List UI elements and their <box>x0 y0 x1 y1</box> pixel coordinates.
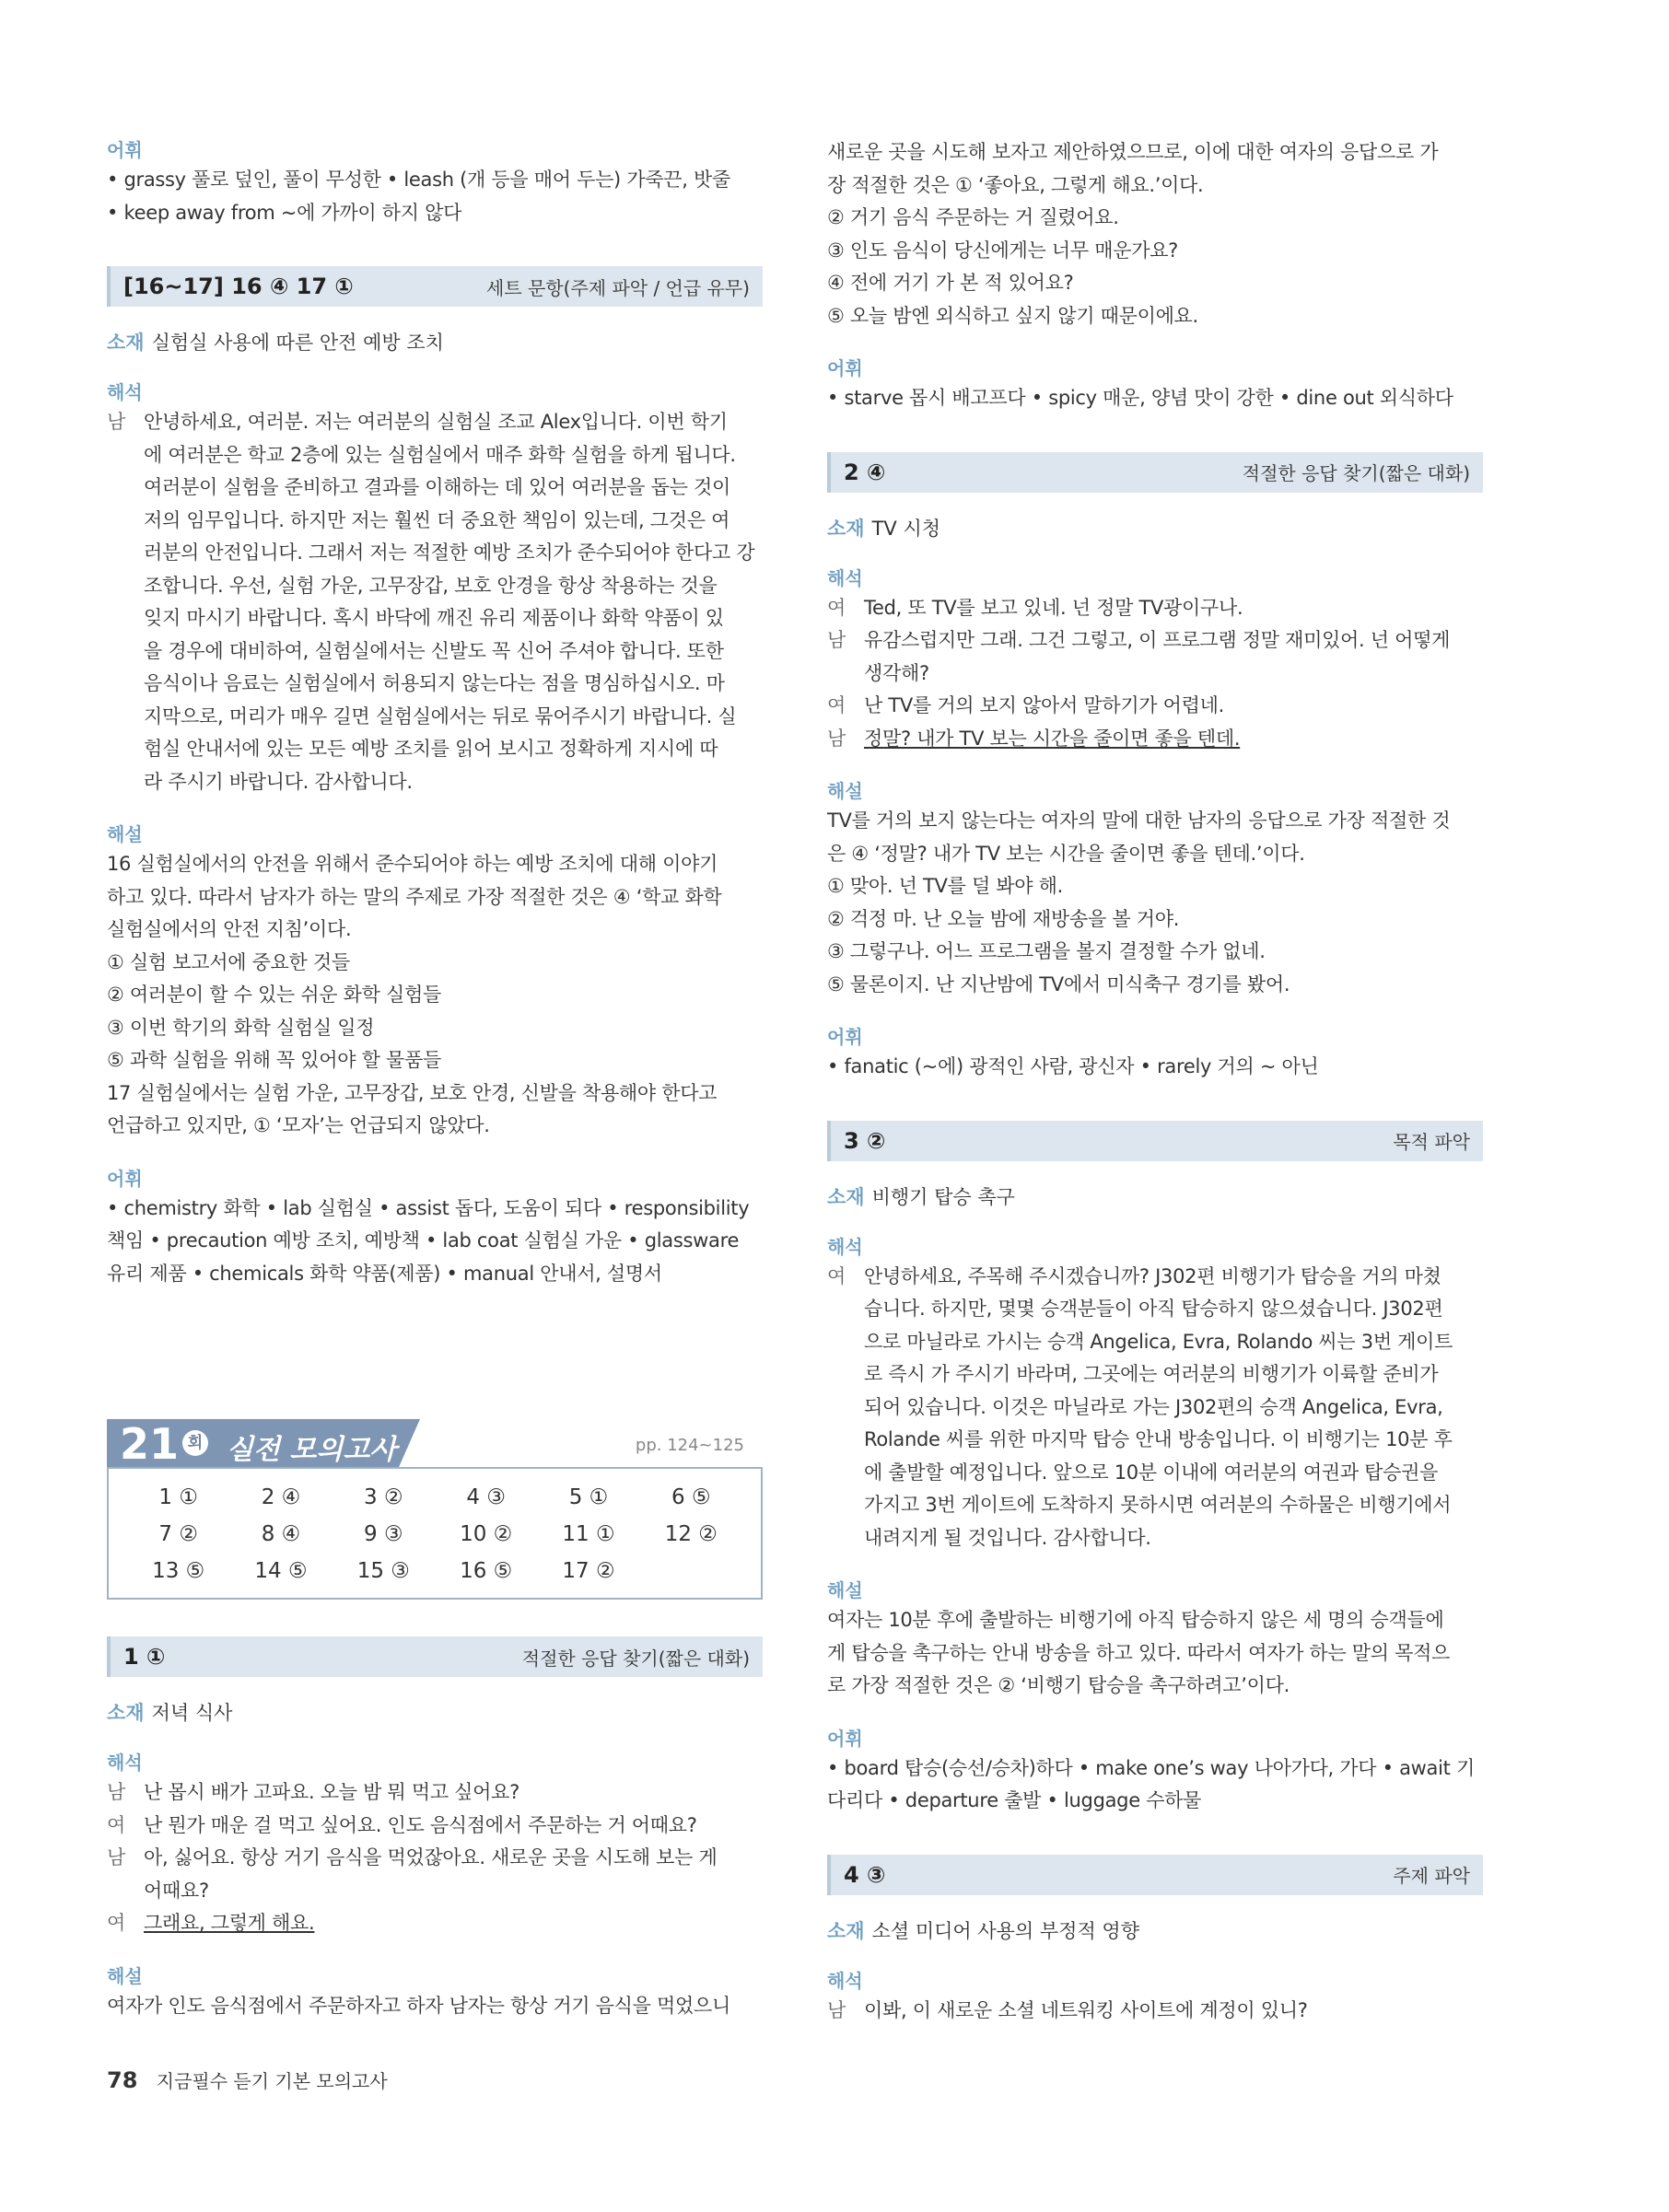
question-bar-1 <box>107 1636 763 1677</box>
explanation-line: ④ 전에 거기 가 본 적 있어요? <box>827 272 1074 294</box>
dialog-turn <box>827 592 1483 625</box>
explanation <box>827 1604 1483 1703</box>
speech-line: 로 즉시 가 주시기 바라며, 그곳에는 여러분의 비행기가 이륙할 준비가 <box>864 1363 1439 1385</box>
question-type: 주제 파악 <box>1393 1865 1470 1887</box>
speech-text <box>144 406 763 798</box>
speech-line: 가지고 3번 게이트에 도착하지 못하시면 여러분의 수하물은 비행기에서 <box>864 1494 1452 1516</box>
answer-item: 15 ③ <box>356 1559 410 1583</box>
dialog-turn <box>827 723 1483 756</box>
speaker-label: 남 <box>827 1998 846 2021</box>
explanation-heading: 해설 <box>827 780 863 802</box>
answer-item: 7 ② <box>158 1522 198 1546</box>
dialog <box>827 592 1483 756</box>
answer-grid-box <box>107 1469 763 1600</box>
topic-tag: 소재 <box>827 1185 865 1208</box>
vocab-list <box>107 1193 763 1291</box>
topic-text: 비행기 탑승 촉구 <box>871 1185 1015 1208</box>
explanation-line: 실험실에서의 안전 지침’이다. <box>107 918 352 940</box>
question-bar-2 <box>827 452 1483 493</box>
speaker-label: 남 <box>827 727 846 750</box>
vocab-heading: 어휘 <box>827 1727 863 1750</box>
explanation-line: ② 거기 음식 주문하는 거 질렸어요. <box>827 206 1119 228</box>
speech-line: 습니다. 하지만, 몇몇 승객분들이 아직 탑승하지 않으셨습니다. J302편 <box>864 1298 1443 1320</box>
speech-block <box>827 1261 1483 1555</box>
question-type: 목적 파악 <box>1393 1131 1470 1153</box>
explanation-line: 17 실험실에서는 실험 가운, 고무장갑, 보호 안경, 신발을 착용해야 한다고 <box>107 1081 718 1104</box>
explanation-line: TV를 거의 보지 않는다는 여자의 말에 대한 남자의 응답으로 가장 적절한 것 <box>827 809 1451 832</box>
dialog-text <box>864 690 1483 723</box>
topic-text: 소셜 미디어 사용의 부정적 영향 <box>871 1919 1139 1942</box>
dialog <box>827 1995 1483 2028</box>
speaker-label: 여 <box>107 1813 125 1836</box>
question-type: 적절한 응답 찾기(짧은 대화) <box>1242 462 1470 484</box>
vocab-heading: 어휘 <box>827 357 863 379</box>
topic-tag: 소재 <box>827 1919 865 1942</box>
dialog-line: 생각해? <box>864 661 929 684</box>
vocab-line: 유리 제품 • chemicals 화학 약품(제품) • manual 안내서, 설명서 <box>107 1262 662 1285</box>
speech-line: 러분의 안전입니다. 그래서 저는 적절한 예방 조치가 준수되어야 한다고 강 <box>144 541 755 564</box>
answer-item: 17 ② <box>562 1559 615 1583</box>
translation-heading: 해석 <box>827 566 863 589</box>
explanation-line: 게 탑승을 촉구하는 안내 방송을 하고 있다. 따라서 여자가 하는 말의 목적으 <box>827 1641 1451 1664</box>
translation-heading: 해석 <box>107 1752 143 1774</box>
dialog-text <box>864 723 1483 756</box>
dialog-turn <box>827 690 1483 723</box>
speech-line: 잊지 마시기 바랍니다. 혹시 바닥에 깨진 유리 제품이나 화학 약품이 있 <box>144 607 724 629</box>
round-badge: 회 <box>182 1430 208 1456</box>
question-bar-4 <box>827 1855 1483 1895</box>
speaker-label: 여 <box>827 1264 846 1287</box>
speech-line: 여러분이 실험을 준비하고 결과를 이해하는 데 있어 여러분을 돕는 것이 <box>144 476 730 498</box>
answer-item: 4 ③ <box>466 1485 506 1509</box>
vocab-line: • starve 몹시 배고프다 • spicy 매운, 양념 맛이 강한 • dine out 외식하다 <box>827 387 1453 409</box>
dialog <box>107 1776 763 1940</box>
vocab-heading: 어휘 <box>107 139 143 161</box>
speech-text <box>864 1261 1483 1555</box>
dialog-text <box>864 592 1483 625</box>
explanation-line: ② 걱정 마. 난 오늘 밤에 재방송을 볼 거야. <box>827 907 1180 930</box>
question-number: 4 ③ <box>844 1861 886 1888</box>
explanation-16 <box>107 848 763 1077</box>
dialog-line: 유감스럽지만 그래. 그건 그렇고, 이 프로그램 정말 재미있어. 넌 어떻게 <box>864 629 1451 651</box>
vocab-list <box>827 382 1483 415</box>
question-type: 세트 문항(주제 파악 / 언급 유무) <box>486 276 750 299</box>
answer-item: 6 ⑤ <box>671 1485 711 1509</box>
explanation-heading: 해설 <box>107 823 143 845</box>
explanation-line: 은 ④ ‘정말? 내가 TV 보는 시간을 줄이면 좋을 텐데.’이다. <box>827 842 1305 865</box>
answer-item: 9 ③ <box>364 1522 403 1546</box>
speaker-label: 여 <box>827 694 846 716</box>
explanation-line: ⑤ 물론이지. 난 지난밤에 TV에서 미식축구 경기를 봤어. <box>827 972 1290 995</box>
dialog-line: 정말? 내가 TV 보는 시간을 줄이면 좋을 텐데. <box>864 727 1241 750</box>
speech-line: 을 경우에 대비하여, 실험실에서는 신발도 꼭 신어 주셔야 합니다. 또한 <box>144 639 724 662</box>
round-number: 21 <box>120 1419 180 1469</box>
translation-heading: 해석 <box>827 1969 863 1992</box>
dialog-turn <box>107 1907 763 1940</box>
question-type: 적절한 응답 찾기(짧은 대화) <box>521 1647 750 1670</box>
answer-grid <box>109 1480 761 1583</box>
topic-tag: 소재 <box>107 1702 145 1724</box>
explanation-line: ③ 그렇구나. 어느 프로그램을 볼지 결정할 수가 없네. <box>827 940 1266 962</box>
vocab-line: • grassy 풀로 덮인, 풀이 무성한 • leash (개 등을 매어 두는) 가죽끈, 밧줄 <box>107 169 731 191</box>
explanation-line: 새로운 곳을 시도해 보자고 제안하였으므로, 이에 대한 여자의 응답으로 가 <box>827 141 1439 163</box>
explanation-line: ⑤ 오늘 밤엔 외식하고 싶지 않기 때문이에요. <box>827 304 1198 327</box>
explanation-line: 장 적절한 것은 ① ‘좋아요, 그렇게 해요.’이다. <box>827 173 1204 196</box>
explanation-line: ① 맞아. 넌 TV를 덜 봐야 해. <box>827 875 1064 897</box>
dialog-turn <box>107 1776 763 1810</box>
topic-tag: 소재 <box>827 517 865 540</box>
explanation-line: 16 실험실에서의 안전을 위해서 준수되어야 하는 예방 조치에 대해 이야기 <box>107 853 718 875</box>
explanation-line: ① 실험 보고서에 중요한 것들 <box>107 950 350 973</box>
dialog-line: 난 뭔가 매운 걸 먹고 싶어요. 인도 음식점에서 주문하는 거 어때요? <box>144 1813 697 1836</box>
page-footer <box>107 2066 388 2093</box>
explanation-line: ⑤ 과학 실험을 위해 꼭 있어야 할 물품들 <box>107 1049 441 1071</box>
dialog-turn <box>107 1810 763 1843</box>
speaker-label: 남 <box>107 1781 125 1803</box>
answer-key-banner <box>107 1419 763 1469</box>
speaker-label: 여 <box>827 596 846 619</box>
dialog-line: 난 TV를 거의 보지 않아서 말하기가 어렵네. <box>864 694 1224 716</box>
dialog-text <box>144 1907 763 1940</box>
page-number: 78 <box>107 2067 138 2093</box>
vocab-line: • chemistry 화학 • lab 실험실 • assist 돕다, 도움이 되다 • responsibility <box>107 1196 750 1219</box>
topic-text: TV 시청 <box>871 517 941 540</box>
dialog-line: 아, 싫어요. 항상 거기 음식을 먹었잖아요. 새로운 곳을 시도해 보는 게 <box>144 1846 718 1869</box>
question-number: 2 ④ <box>844 459 886 485</box>
explanation-line: ③ 이번 학기의 화학 실험실 일정 <box>107 1016 375 1039</box>
speaker-label: 여 <box>107 1912 125 1934</box>
dialog-line: 어때요? <box>144 1879 209 1902</box>
answer-item: 13 ⑤ <box>152 1559 205 1583</box>
dialog-text <box>144 1842 763 1907</box>
vocab-list <box>107 164 763 229</box>
dialog-line: Ted, 또 TV를 보고 있네. 넌 정말 TV광이구나. <box>864 596 1243 619</box>
explanation-continued <box>827 136 1483 332</box>
speaker-label: 남 <box>107 1846 125 1869</box>
dialog-text <box>864 1995 1483 2028</box>
question-number: [16~17] 16 ④ 17 ① <box>123 274 354 299</box>
answer-key-box <box>107 1419 763 1600</box>
dialog-turn <box>827 624 1483 690</box>
translation-heading: 해석 <box>107 381 143 403</box>
speech-line: 에 출발할 예정입니다. 앞으로 10분 이내에 여러분의 여권과 탑승권을 <box>864 1461 1439 1484</box>
page-range: pp. 124~125 <box>635 1436 744 1455</box>
vocab-heading: 어휘 <box>107 1167 143 1190</box>
explanation-17 <box>107 1077 763 1143</box>
vocab-line: • keep away from ~에 가까이 하지 않다 <box>107 201 462 224</box>
speech-line: 으로 마닐라로 가시는 승객 Angelica, Evra, Rolando 씨는 3번 게이트 <box>864 1330 1453 1353</box>
explanation-line: 여자는 10분 후에 출발하는 비행기에 아직 탑승하지 않은 세 명의 승객들에 <box>827 1609 1444 1631</box>
topic-line <box>107 1699 763 1727</box>
speech-line: 라 주시기 바랍니다. 감사합니다. <box>144 770 413 793</box>
answer-key-title: 실전 모의고사 <box>227 1434 397 1466</box>
dialog-text <box>864 624 1483 690</box>
topic-text: 실험실 사용에 따른 안전 예방 조치 <box>151 332 444 354</box>
answer-item: 8 ④ <box>261 1522 301 1546</box>
dialog-text <box>144 1810 763 1843</box>
speech-line: 안녕하세요, 여러분. 저는 여러분의 실험실 조교 Alex입니다. 이번 학기 <box>144 411 728 433</box>
explanation-line: 여자가 인도 음식점에서 주문하자고 하자 남자는 항상 거기 음식을 먹었으니 <box>107 1994 730 2017</box>
explanation-heading: 해설 <box>827 1579 863 1601</box>
answer-item: 1 ① <box>158 1485 198 1509</box>
translation-heading: 해석 <box>827 1235 863 1258</box>
answer-item: 16 ⑤ <box>460 1559 513 1583</box>
dialog-line: 그래요, 그렇게 해요. <box>144 1912 315 1934</box>
speech-line: 조합니다. 우선, 실험 가운, 고무장갑, 보호 안경을 항상 착용하는 것을 <box>144 574 718 597</box>
answer-item: 11 ① <box>562 1522 615 1546</box>
dialog-line: 이봐, 이 새로운 소셜 네트워킹 사이트에 계정이 있니? <box>864 1998 1308 2021</box>
speech-line: 에 여러분은 학교 2층에 있는 실험실에서 매주 화학 실험을 하게 됩니다. <box>144 443 736 466</box>
question-number: 3 ② <box>844 1127 886 1154</box>
speaker-label: 남 <box>827 629 846 651</box>
answer-item: 2 ④ <box>261 1485 301 1509</box>
answer-item: 12 ② <box>664 1522 718 1546</box>
speech-line: 내려지게 될 것입니다. 감사합니다. <box>864 1526 1151 1549</box>
answer-item: 14 ⑤ <box>254 1559 308 1583</box>
left-column <box>107 136 763 2022</box>
explanation-line: 하고 있다. 따라서 남자가 하는 말의 주제로 가장 적절한 것은 ④ ‘학교 화학 <box>107 885 722 908</box>
answer-item: 3 ② <box>364 1485 403 1509</box>
explanation-line: 로 가장 적절한 것은 ② ‘비행기 탑승을 촉구하려고’이다. <box>827 1674 1290 1696</box>
explanation-heading: 해설 <box>107 1964 143 1987</box>
answer-item: 5 ① <box>568 1485 609 1509</box>
vocab-line: 다리다 • departure 출발 • luggage 수하물 <box>827 1789 1202 1811</box>
explanation-line: ② 여러분이 할 수 있는 쉬운 화학 실험들 <box>107 984 441 1006</box>
topic-line <box>827 1183 1483 1211</box>
speech-block <box>107 406 763 798</box>
speaker-label: 남 <box>107 411 125 433</box>
dialog-text <box>144 1776 763 1810</box>
topic-line <box>827 1917 1483 1945</box>
dialog-line: 난 몹시 배가 고파요. 오늘 밤 뭐 먹고 싶어요? <box>144 1781 519 1803</box>
speech-line: 저의 임무입니다. 하지만 저는 훨씬 더 중요한 책임이 있는데, 그것은 여 <box>144 508 730 531</box>
vocab-line: • board 탑승(승선/승차)하다 • make one’s way 나아가다, 가다 • await 기 <box>827 1756 1475 1779</box>
explanation <box>827 805 1483 1001</box>
topic-text: 저녁 식사 <box>151 1702 233 1724</box>
speech-line: 안녕하세요, 주목해 주시겠습니까? J302편 비행기가 탑승을 거의 마쳤 <box>864 1264 1441 1287</box>
vocab-list <box>827 1051 1483 1084</box>
speech-line: 되어 있습니다. 이것은 마닐라로 가는 J302편의 승객 Angelica, Evra, <box>864 1395 1443 1418</box>
topic-tag: 소재 <box>107 332 145 354</box>
vocab-heading: 어휘 <box>827 1026 863 1048</box>
explanation-line: ③ 인도 음식이 당신에게는 너무 매운가요? <box>827 239 1179 262</box>
dialog-turn <box>107 1842 763 1907</box>
vocab-list <box>827 1752 1483 1818</box>
topic-line <box>107 329 763 356</box>
right-column <box>827 136 1483 2027</box>
question-bar-3 <box>827 1121 1483 1161</box>
vocab-line: 책임 • precaution 예방 조치, 예방책 • lab coat 실험실 가운 • glassware <box>107 1229 740 1252</box>
speech-line: 음식이나 음료는 실험실에서 허용되지 않는다는 점을 명심하십시오. 마 <box>144 672 725 694</box>
question-bar-16-17 <box>107 266 763 307</box>
question-number: 1 ① <box>123 1644 166 1670</box>
explanation-line: 언급하고 있지만, ① ‘모자’는 언급되지 않았다. <box>107 1114 490 1136</box>
vocab-line: • fanatic (~에) 광적인 사람, 광신자 • rarely 거의 ~ 아닌 <box>827 1055 1319 1077</box>
speech-line: 험실 안내서에 있는 모든 예방 조치를 읽어 보시고 정확하게 지시에 따 <box>144 738 718 760</box>
topic-line <box>827 515 1483 542</box>
book-title: 지금필수 듣기 기본 모의고사 <box>156 2070 388 2092</box>
explanation <box>107 1990 763 2023</box>
dialog-turn <box>827 1995 1483 2028</box>
speech-line: 지막으로, 머리가 매우 길면 실험실에서는 뒤로 묶어주시기 바랍니다. 실 <box>144 704 737 728</box>
speech-line: Rolande 씨를 위한 마지막 탑승 안내 방송입니다. 이 비행기는 10분 후 <box>864 1428 1453 1450</box>
answer-item: 10 ② <box>460 1522 513 1546</box>
